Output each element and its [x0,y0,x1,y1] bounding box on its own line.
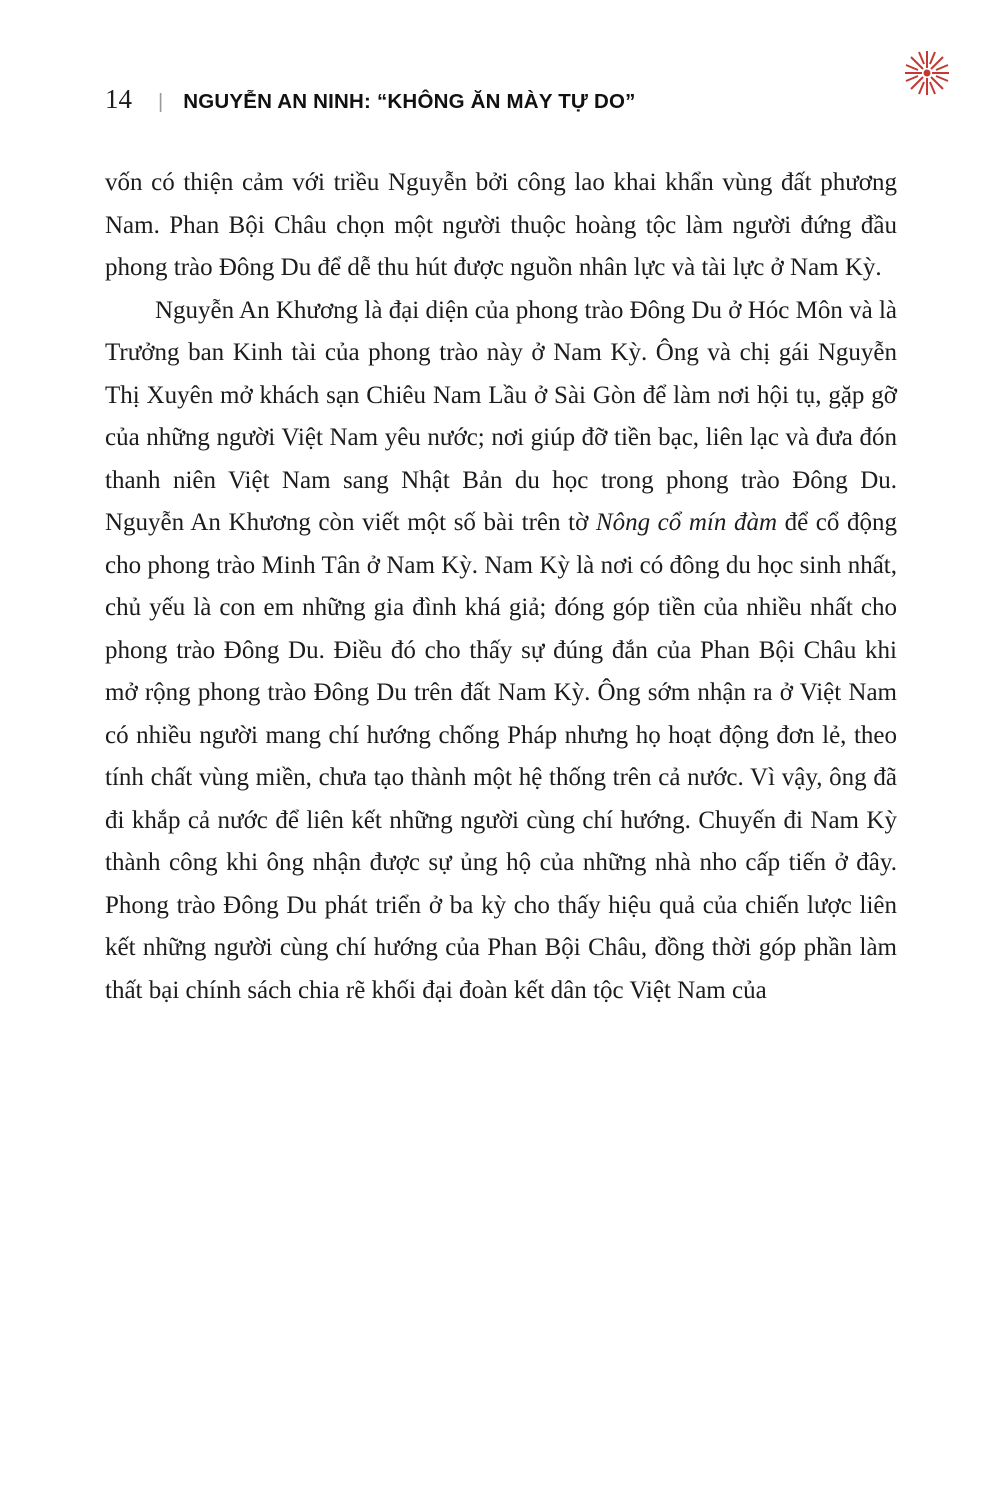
body-text [105,162,897,1012]
running-book-title: NGUYỄN AN NINH: “KHÔNG ĂN MÀY TỰ DO” [183,90,636,113]
cited-newspaper-title: Nông cổ mín đàm [595,509,778,536]
paragraph-text: Nguyễn An Khương là đại diện của phong trào Đông Du ở Hóc Môn và là Trưởng ban Kinh tài của phong trào này ở Nam Kỳ. Ông và chị gái Nguyễn Thị Xuyên mở khách sạn Chiêu Nam Lầu ở Sài Gòn để làm nơi hội tụ, gặp gỡ của những người Việt Nam yêu nước; nơi giúp đỡ tiền bạc, liên lạc và đưa đón thanh niên Việt Nam sang Nhật Bản du học trong phong trào Đông Du. Nguyễn An Khương còn viết một số bài trên tờ [105,296,897,536]
header-divider: | [158,91,164,113]
paragraph [105,162,897,290]
paragraph-text: vốn có thiện cảm với triều Nguyễn bởi công lao khai khẩn vùng đất phương Nam. Phan Bội Châu chọn một người thuộc hoàng tộc làm người đứng đầu phong trào Đông Du để dễ thu hút được nguồn nhân lực và tài lực ở Nam Kỳ. [105,169,897,281]
page-header [105,84,895,115]
paragraph-text: để cổ động cho phong trào Minh Tân ở Nam Kỳ. Nam Kỳ là nơi có đông du học sinh nhất, chủ yếu là con em những gia đình khá giả; đóng góp tiền của nhiều nhất cho phong trào Đông Du. Điều đó cho thấy sự đúng đắn của Phan Bội Châu khi mở rộng phong trào Đông Du trên đất Nam Kỳ. Ông sớm nhận ra ở Việt Nam có nhiều người mang chí hướng chống Pháp nhưng họ hoạt động đơn lẻ, theo tính chất vùng miền, chưa tạo thành một hệ thống trên cả nước. Vì vậy, ông đã đi khắp cả nước để liên kết những người cùng chí hướng. Chuyến đi Nam Kỳ thành công khi ông nhận được sự ủng hộ của những nhà nho cấp tiến ở đây. Phong trào Đông Du phát triển ở ba kỳ cho thấy hiệu quả của chiến lược liên kết những người cùng chí hướng của Phan Bội Châu, đồng thời góp phần làm thất bại chính sách chia rẽ khối đại đoàn kết dân tộc Việt Nam của [105,509,897,1004]
publisher-star-icon [902,48,952,98]
paragraph [105,290,897,1013]
page-number: 14 [105,84,132,114]
